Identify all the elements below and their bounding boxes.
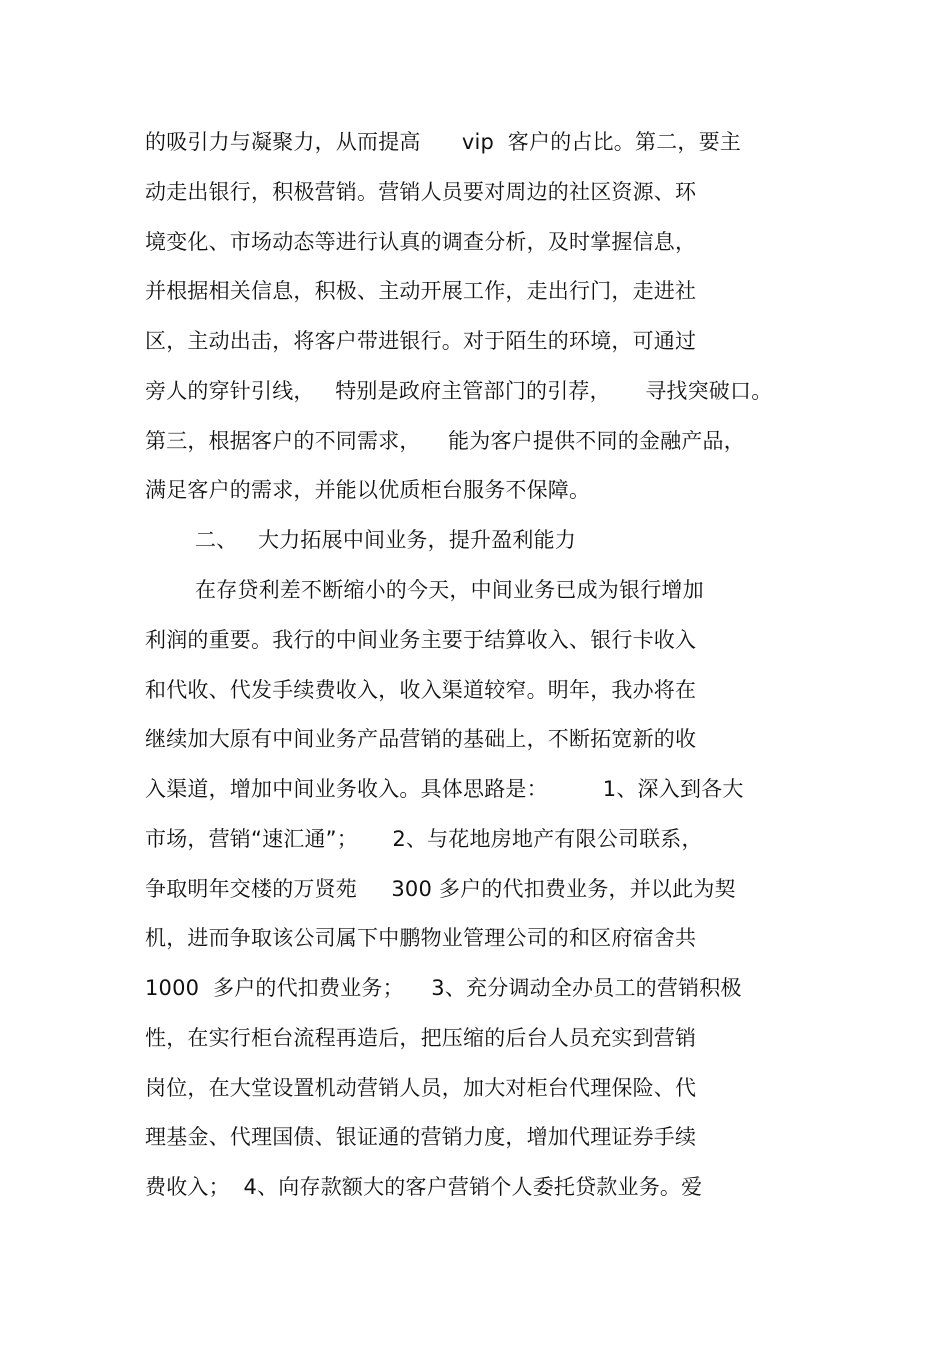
paragraph-start-line: 在存贷利差不断缩小的今天，中间业务已成为银行增加 bbox=[195, 578, 704, 602]
text-line: 和代收、代发手续费收入，收入渠道较窄。明年，我办将在 bbox=[145, 678, 697, 702]
text-line: 岗位，在大堂设置机动营销人员，加大对柜台代理保险、代 bbox=[145, 1076, 697, 1100]
text-line: 机，进而争取该公司属下中鹏物业管理公司的和区府宿舍共 bbox=[145, 926, 697, 950]
text-line: 性，在实行柜台流程再造后，把压缩的后台人员充实到营销 bbox=[145, 1026, 697, 1050]
text-line: 市场，营销“速汇通”； 2、与花地房地产有限公司联系， bbox=[145, 827, 703, 851]
section-heading: 二、 大力拓展中间业务，提升盈利能力 bbox=[195, 528, 577, 552]
text-line: 满足客户的需求，并能以优质柜台服务不保障。 bbox=[145, 478, 591, 502]
text-line: 境变化、市场动态等进行认真的调查分析，及时掌握信息， bbox=[145, 230, 697, 254]
text-line: 继续加大原有中间业务产品营销的基础上，不断拓宽新的收 bbox=[145, 727, 697, 751]
text-line: 理基金、代理国债、银证通的营销力度，增加代理证券手续 bbox=[145, 1125, 697, 1149]
text-line: 入渠道，增加中间业务收入。具体思路是： 1、深入到各大 bbox=[145, 777, 744, 801]
text-line: 争取明年交楼的万贤苑 300 多户的代扣费业务，并以此为契 bbox=[145, 877, 736, 901]
text-line: 旁人的穿针引线， 特别是政府主管部门的引荐， 寻找突破口。 bbox=[145, 379, 773, 403]
text-line: 第三，根据客户的不同需求， 能为客户提供不同的金融产品， bbox=[145, 429, 745, 453]
text-line: 的吸引力与凝聚力，从而提高 vip 客户的占比。第二，要主 bbox=[145, 130, 741, 154]
text-line: 区，主动出击，将客户带进银行。对于陌生的环境，可通过 bbox=[145, 329, 697, 353]
text-line: 1000 多户的代扣费业务； 3、充分调动全办员工的营销积极 bbox=[145, 976, 742, 1000]
text-line: 动走出银行，积极营销。营销人员要对周边的社区资源、环 bbox=[145, 180, 697, 204]
text-line: 费收入； 4、向存款额大的客户营销个人委托贷款业务。爱 bbox=[145, 1175, 703, 1199]
text-line: 并根据相关信息，积极、主动开展工作，走出行门，走进社 bbox=[145, 279, 697, 303]
text-line: 利润的重要。我行的中间业务主要于结算收入、银行卡收入 bbox=[145, 628, 697, 652]
